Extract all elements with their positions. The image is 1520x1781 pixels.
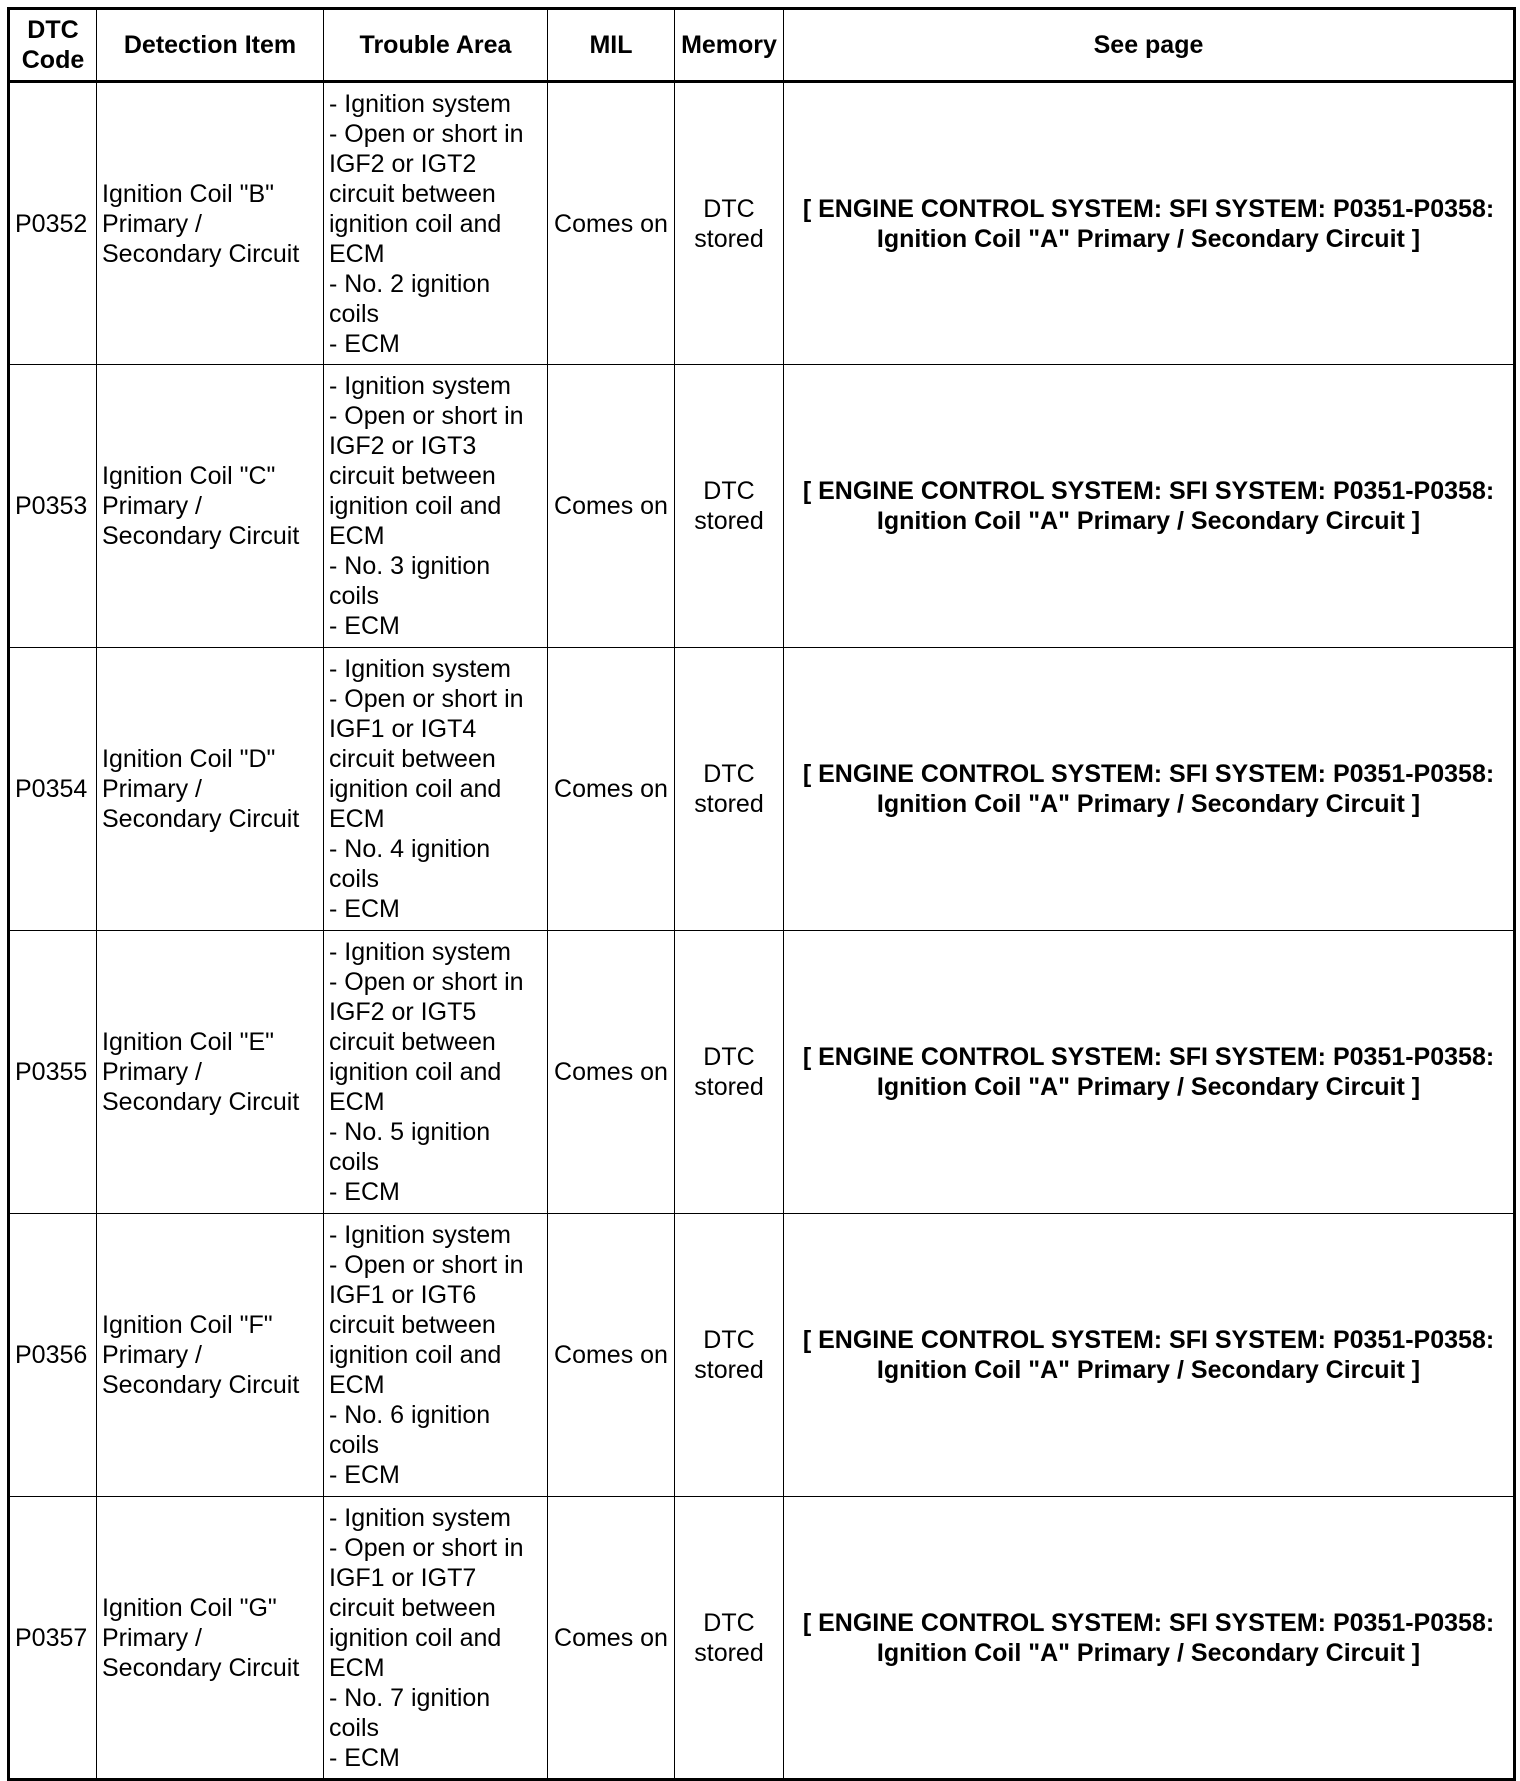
memory-line: DTC: [703, 760, 755, 788]
detection-item-cell: [97, 648, 324, 931]
trouble-area-line: circuit between: [329, 1028, 496, 1056]
trouble-area-line: - No. 6 ignition: [329, 1401, 491, 1429]
trouble-area-line: ignition coil and: [329, 1623, 502, 1652]
trouble-area-line: - Ignition system: [329, 89, 512, 118]
header-see-page: See page: [784, 9, 1515, 82]
detection-item-line: Secondary Circuit: [102, 1371, 300, 1399]
see-page-line: Ignition Coil "A" Primary / Secondary Circuit ]: [876, 1073, 1421, 1101]
see-page-line: [ ENGINE CONTROL SYSTEM: SFI SYSTEM: P0351-P0358:: [802, 1608, 1495, 1637]
header-mil: MIL: [548, 9, 675, 82]
memory-line: stored: [694, 790, 764, 818]
detection-item-cell: [97, 365, 324, 648]
see-page-line: Ignition Coil "A" Primary / Secondary Circuit ]: [876, 1356, 1421, 1384]
trouble-area-line: circuit between: [329, 745, 496, 773]
trouble-area-line: ignition coil and: [329, 775, 502, 803]
memory-line: DTC: [703, 1608, 755, 1637]
memory-cell: [675, 1497, 784, 1780]
table-row: [9, 82, 1515, 365]
trouble-area-line: IGF2 or IGT2: [329, 149, 477, 178]
detection-item-cell: [97, 1214, 324, 1497]
trouble-area-line: coils: [329, 1713, 380, 1742]
table-row: [9, 1214, 1515, 1497]
trouble-area-cell: [324, 1214, 548, 1497]
trouble-area-line: IGF1 or IGT6: [329, 1281, 477, 1309]
see-page-cell: [784, 82, 1515, 365]
memory-line: stored: [694, 1638, 764, 1667]
header-dtc-code-line2: Code: [21, 46, 85, 74]
trouble-area-line: - ECM: [329, 329, 400, 358]
trouble-area-line: IGF2 or IGT5: [329, 998, 477, 1026]
header-dtc-code-line1: DTC: [27, 16, 79, 44]
detection-item-cell: [97, 931, 324, 1214]
detection-item-line: Ignition Coil "E": [102, 1028, 274, 1056]
detection-item-line: Primary /: [102, 1623, 202, 1652]
see-page-line: Ignition Coil "A" Primary / Secondary Circuit ]: [876, 790, 1421, 818]
trouble-area-line: - ECM: [329, 1461, 400, 1489]
see-page-line: [ ENGINE CONTROL SYSTEM: SFI SYSTEM: P0351-P0358:: [802, 1043, 1495, 1071]
detection-item-cell: [97, 82, 324, 365]
detection-item-line: Ignition Coil "G": [102, 1593, 277, 1622]
trouble-area-line: ECM: [329, 1371, 385, 1399]
dtc-table: [7, 7, 1516, 1781]
table-header: [9, 9, 1515, 82]
dtc-code-cell: P0357: [9, 1497, 97, 1780]
trouble-area-line: - ECM: [329, 612, 400, 640]
detection-item-line: Primary /: [102, 775, 202, 803]
mil-cell: Comes on: [548, 82, 675, 365]
trouble-area-line: coils: [329, 1431, 380, 1459]
header-dtc-code: [9, 9, 97, 82]
trouble-area-cell: [324, 931, 548, 1214]
trouble-area-line: coils: [329, 299, 380, 328]
see-page-cell: [784, 1214, 1515, 1497]
memory-line: DTC: [703, 477, 755, 505]
header-memory: Memory: [675, 9, 784, 82]
mil-cell: Comes on: [548, 1214, 675, 1497]
trouble-area-line: - Ignition system: [329, 372, 512, 400]
trouble-area-line: ECM: [329, 239, 385, 268]
see-page-line: Ignition Coil "A" Primary / Secondary Circuit ]: [876, 507, 1421, 535]
trouble-area-line: circuit between: [329, 179, 496, 208]
memory-cell: [675, 931, 784, 1214]
trouble-area-line: - Ignition system: [329, 938, 512, 966]
memory-line: stored: [694, 1356, 764, 1384]
detection-item-line: Secondary Circuit: [102, 1653, 300, 1682]
detection-item-line: Secondary Circuit: [102, 239, 300, 268]
trouble-area-line: ECM: [329, 1088, 385, 1116]
see-page-cell: [784, 648, 1515, 931]
dtc-code-cell: P0353: [9, 365, 97, 648]
trouble-area-line: - No. 2 ignition: [329, 269, 491, 298]
trouble-area-cell: [324, 1497, 548, 1780]
memory-line: DTC: [703, 1326, 755, 1354]
detection-item-line: Secondary Circuit: [102, 522, 300, 550]
trouble-area-line: IGF1 or IGT4: [329, 715, 477, 743]
trouble-area-cell: [324, 648, 548, 931]
dtc-table-container: [7, 7, 1516, 1781]
see-page-line: Ignition Coil "A" Primary / Secondary Circuit ]: [876, 1638, 1421, 1667]
see-page-line: [ ENGINE CONTROL SYSTEM: SFI SYSTEM: P0351-P0358:: [802, 760, 1495, 788]
trouble-area-line: - Open or short in: [329, 968, 524, 996]
see-page-cell: [784, 1497, 1515, 1780]
memory-cell: [675, 365, 784, 648]
detection-item-line: Primary /: [102, 1058, 202, 1086]
mil-cell: Comes on: [548, 931, 675, 1214]
trouble-area-line: coils: [329, 582, 380, 610]
detection-item-line: Primary /: [102, 1341, 202, 1369]
trouble-area-line: ignition coil and: [329, 1341, 502, 1369]
trouble-area-line: circuit between: [329, 1311, 496, 1339]
trouble-area-line: - ECM: [329, 1178, 400, 1206]
trouble-area-line: circuit between: [329, 1593, 496, 1622]
trouble-area-line: - Open or short in: [329, 119, 524, 148]
trouble-area-line: ECM: [329, 1653, 385, 1682]
trouble-area-line: coils: [329, 1148, 380, 1176]
table-row: [9, 1497, 1515, 1780]
detection-item-line: Primary /: [102, 209, 202, 238]
trouble-area-line: circuit between: [329, 462, 496, 490]
table-body: [9, 82, 1515, 1780]
trouble-area-line: - No. 3 ignition: [329, 552, 491, 580]
trouble-area-cell: [324, 365, 548, 648]
trouble-area-line: IGF2 or IGT3: [329, 432, 477, 460]
trouble-area-line: - No. 5 ignition: [329, 1118, 491, 1146]
memory-line: stored: [694, 224, 764, 253]
mil-cell: Comes on: [548, 365, 675, 648]
trouble-area-line: IGF1 or IGT7: [329, 1563, 477, 1592]
see-page-cell: [784, 365, 1515, 648]
detection-item-line: Ignition Coil "B": [102, 179, 274, 208]
trouble-area-line: - Ignition system: [329, 655, 512, 683]
trouble-area-line: ECM: [329, 805, 385, 833]
table-row: [9, 931, 1515, 1214]
detection-item-line: Ignition Coil "F": [102, 1311, 273, 1339]
detection-item-line: Ignition Coil "C": [102, 462, 276, 490]
trouble-area-line: - Open or short in: [329, 1251, 524, 1279]
memory-line: DTC: [703, 194, 755, 223]
trouble-area-line: - No. 4 ignition: [329, 835, 491, 863]
trouble-area-line: - Ignition system: [329, 1503, 512, 1532]
see-page-line: Ignition Coil "A" Primary / Secondary Circuit ]: [876, 224, 1421, 253]
detection-item-line: Primary /: [102, 492, 202, 520]
mil-cell: Comes on: [548, 648, 675, 931]
detection-item-line: Ignition Coil "D": [102, 745, 276, 773]
trouble-area-line: - Ignition system: [329, 1221, 512, 1249]
trouble-area-line: - Open or short in: [329, 1533, 524, 1562]
header-row: [9, 9, 1515, 82]
memory-line: DTC: [703, 1043, 755, 1071]
dtc-code-cell: P0355: [9, 931, 97, 1214]
see-page-line: [ ENGINE CONTROL SYSTEM: SFI SYSTEM: P0351-P0358:: [802, 194, 1495, 223]
trouble-area-cell: [324, 82, 548, 365]
table-row: [9, 648, 1515, 931]
trouble-area-line: ignition coil and: [329, 492, 502, 520]
see-page-line: [ ENGINE CONTROL SYSTEM: SFI SYSTEM: P0351-P0358:: [802, 477, 1495, 505]
header-trouble-area: Trouble Area: [324, 9, 548, 82]
memory-line: stored: [694, 507, 764, 535]
trouble-area-line: - ECM: [329, 1743, 400, 1772]
header-detection-item: Detection Item: [97, 9, 324, 82]
trouble-area-line: - Open or short in: [329, 685, 524, 713]
trouble-area-line: - ECM: [329, 895, 400, 923]
dtc-code-cell: P0356: [9, 1214, 97, 1497]
trouble-area-line: coils: [329, 865, 380, 893]
dtc-code-cell: P0352: [9, 82, 97, 365]
dtc-code-cell: P0354: [9, 648, 97, 931]
detection-item-line: Secondary Circuit: [102, 805, 300, 833]
trouble-area-line: ignition coil and: [329, 209, 502, 238]
detection-item-line: Secondary Circuit: [102, 1088, 300, 1116]
trouble-area-line: - No. 7 ignition: [329, 1683, 491, 1712]
mil-cell: Comes on: [548, 1497, 675, 1780]
see-page-cell: [784, 931, 1515, 1214]
detection-item-cell: [97, 1497, 324, 1780]
trouble-area-line: ECM: [329, 522, 385, 550]
memory-cell: [675, 1214, 784, 1497]
trouble-area-line: - Open or short in: [329, 402, 524, 430]
trouble-area-line: ignition coil and: [329, 1058, 502, 1086]
table-row: [9, 365, 1515, 648]
see-page-line: [ ENGINE CONTROL SYSTEM: SFI SYSTEM: P0351-P0358:: [802, 1326, 1495, 1354]
memory-cell: [675, 82, 784, 365]
memory-line: stored: [694, 1073, 764, 1101]
memory-cell: [675, 648, 784, 931]
